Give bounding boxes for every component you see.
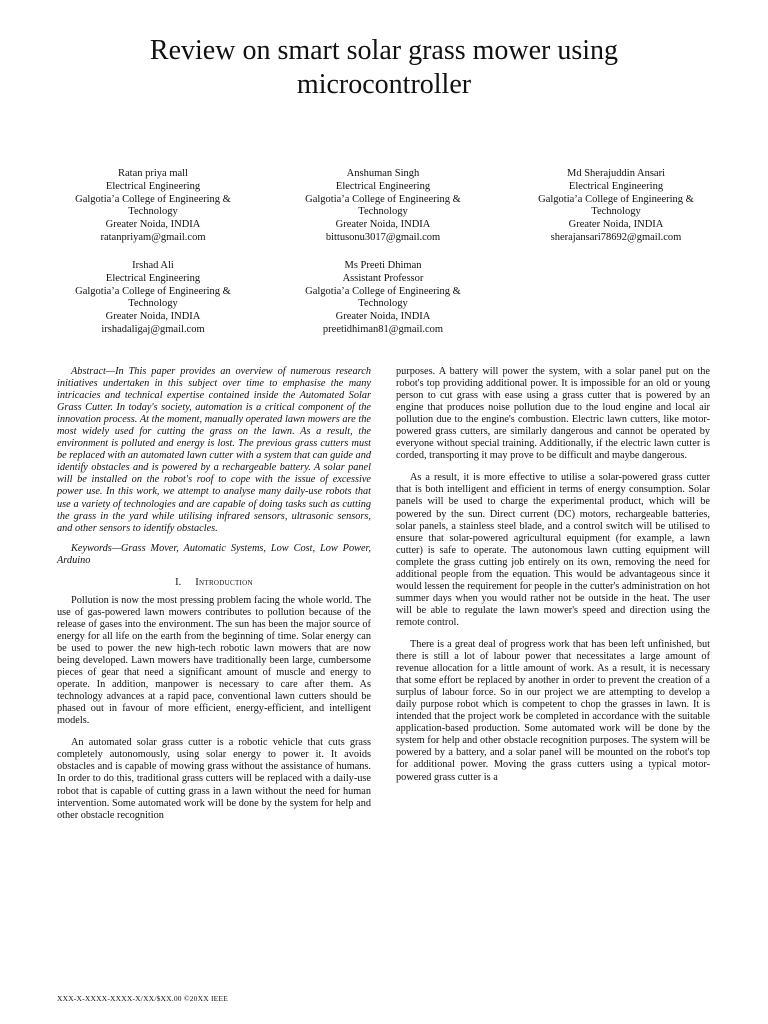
left-column (57, 366, 371, 832)
keywords: Keywords—Grass Mover, Automatic Systems, Low Cost, Low Power, Arduino (57, 542, 371, 566)
author-college-cont: Technology (358, 206, 408, 218)
author-email[interactable]: sherajansari78692@gmail.com (550, 231, 682, 243)
section-heading (57, 577, 371, 589)
author-block-2 (283, 168, 483, 245)
author-dept: Electrical Engineering (335, 180, 431, 192)
author-college-cont: Technology (358, 298, 408, 310)
author-college-cont: Technology (591, 206, 641, 218)
author-college: Galgotia’a College of Engineering & (75, 285, 231, 297)
paragraph: An automated solar grass cutter is a robotic vehicle that cuts grass completely autonomously, using solar energy to power it. It avoids obstacles and is capable of mowing grass without the assistance of humans. In order to do this, traditional grass cutters will be replaced with a daily-use robot that is capable of cutting grass in a lawn without the need for human intervention. Some automated work will be done by the system for help and other obstacle recognition (57, 737, 371, 821)
author-college: Galgotia’a College of Engineering & (305, 285, 461, 297)
author-name: Ms Preeti Dhiman (344, 260, 422, 271)
abstract: Abstract—In This paper provides an overview of numerous research initiatives undertaken in this subject over time to emphasise the many intricacies and technical expertise contained inside the Automated Solar Grass Cutter. In today's society, automation is a critical component of the innovation process. At the moment, manually operated lawn mowers are the most widely used for cutting the grass on the lawn. As a result, the environment is polluted and energy is lost. The previous grass cutters must be replaced with an automated lawn cutter with a system that can guide and identify obstacles and is powered by a rechargeable battery. A solar panel will be installed on the robot's roof to cope with the issue of excessive power use. In this work, we attempt to analyse many daily-use robots that use a variety of technologies and are capable of doing tasks such as cutting the grass in the yard while utilising infrared sensors, ultrasonic sensors, and other sensors to identify obstacles. (57, 366, 371, 534)
paragraph: Pollution is now the most pressing problem facing the whole world. The use of gas-powered lawn mowers contributes to pollution because of the release of gases into the environment. The sun has been the major source of energy for all life on the earth from the beginning of time. Solar energy can be used to power the new high-tech robotic lawn mowers that are now being developed. Lawn mowers have traditionally been large, cumbersome pieces of gear that need a significant amount of muscle and energy to operate. In addition, manpower is necessary to care after them. As technology advances at a rapid pace, conventional lawn cutters should be phased out in favour of more efficient, energy-efficient, and intelligent models. (57, 594, 371, 727)
paragraph: There is a great deal of progress work that has been left unfinished, but there is still a lot of labour power that necessitates a large amount of revenue allocation for a little amount of work. As a result, it is necessary that some effort be replaced by another in order to prevent the creation of a surplus of labour force. So in our project we are attempting to develop a daily purpose robot which is competent to chop the grasses in lawn. It is intended that the project work be completed in accordance with the suitable application-based production. Some automated work will be done by the system for help and other obstacle recognition purposes. The system will be powered by a battery, and a solar panel will be mounted on the robot's top for additional power. Moving the grass cutters using a typical motor-powered grass cutter is a (396, 638, 710, 783)
title-line-1: Review on smart solar grass mower using (149, 35, 619, 66)
author-dept: Assistant Professor (342, 272, 424, 284)
author-city: Greater Noida, INDIA (105, 219, 201, 231)
author-college: Galgotia’a College of Engineering & (75, 193, 231, 205)
author-block-4 (53, 260, 253, 337)
author-college-cont: Technology (128, 206, 178, 218)
author-email[interactable]: bittusonu3017@gmail.com (325, 231, 441, 243)
author-city: Greater Noida, INDIA (335, 219, 431, 231)
author-dept: Electrical Engineering (568, 180, 664, 192)
paragraph: purposes. A battery will power the system, with a solar panel put on the robot's top providing additional power. It is impossible for an old or young person to cut grass with ease using a grass cutter that is powered by an engine that produces noise pollution due to the loud engine and local air pollution due to the engine's combustion. Electric lawn cutters, like motor-powered grass cutters, are similarly dangerous and cannot be operated by everyone without special training. Additionally, if the electric lawn cutter is corded, transporting it may prove to be difficult and maybe dangerous. (396, 366, 710, 462)
paragraph: As a result, it is more effective to utilise a solar-powered grass cutter that is both intelligent and efficient in terms of energy consumption. Solar panels will be used to charge the experimental product, which will be powered by the sun. Direct current (DC) motors, rechargeable batteries, solar panels, a stainless steel blade, and a control switch will be utilised to ensure that solar-powered agricultural equipment (for example, a lawn cutter) is safe to operate. The autonomous lawn cutting equipment will complete the grass cutting job entirely on its own, removing the need for additional people from the equation. This would be advantageous since it would lessen the requirement for people in the cutter's administration on hot summer days when you would rather not be outside in the heat. The user will be able to regulate the lawn mower's speed and direction using the remote control. (396, 472, 710, 628)
author-dept: Electrical Engineering (105, 180, 201, 192)
author-name: Anshuman Singh (346, 168, 420, 179)
author-city: Greater Noida, INDIA (335, 311, 431, 323)
copyright-footer: XXX-X-XXXX-XXXX-X/XX/$XX.00 ©20XX IEEE (57, 994, 228, 1003)
author-email[interactable]: preetidhiman81@gmail.com (322, 323, 444, 335)
author-name: Irshad Ali (132, 260, 174, 271)
right-column (396, 366, 710, 794)
author-dept: Electrical Engineering (105, 272, 201, 284)
abstract-text: In This paper provides an overview of numerous research initiatives undertaken in this subject over time to emphasise the many intricacies and technical expertise contained inside the Automated Solar Grass Cutter. In today's society, automation is a critical component of the innovation process. At the moment, manually operated lawn mowers are the most widely used for cutting the grass on the lawn. As a result, the environment is polluted and energy is lost. The previous grass cutters must be replaced with an automated lawn cutter with a system that can guide and identify obstacles and is powered by a rechargeable battery. A solar panel will be installed on the robot's roof to cope with the issue of excessive power use. In this work, we attempt to analyse many daily-use robots that use a variety of technologies and are capable of doing tasks such as cutting the grass in the yard while utilising infrared sensors, ultrasonic sensors, and other sensors to identify obstacles. (57, 366, 371, 534)
abstract-label: Abstract (71, 366, 106, 377)
author-college: Galgotia’a College of Engineering & (305, 193, 461, 205)
author-block-5 (283, 260, 483, 337)
paper-title (0, 34, 768, 102)
author-block-1 (53, 168, 253, 245)
section-title: Introduction (195, 576, 253, 588)
keywords-text: Grass Mover, Automatic Systems, Low Cost, Low Power, Arduino (57, 542, 371, 566)
author-city: Greater Noida, INDIA (105, 311, 201, 323)
author-college-cont: Technology (128, 298, 178, 310)
author-block-3 (516, 168, 716, 245)
author-city: Greater Noida, INDIA (568, 219, 664, 231)
author-college: Galgotia’a College of Engineering & (538, 193, 694, 205)
author-name: Ratan priya mall (118, 168, 188, 179)
author-name: Md Sherajuddin Ansari (567, 168, 665, 179)
keywords-label: Keywords (71, 542, 112, 554)
title-line-2: microcontroller (296, 69, 472, 100)
section-number: I. (175, 576, 182, 588)
author-email[interactable]: ratanpriyam@gmail.com (100, 231, 206, 243)
author-email[interactable]: irshadaligaj@gmail.com (101, 323, 205, 335)
